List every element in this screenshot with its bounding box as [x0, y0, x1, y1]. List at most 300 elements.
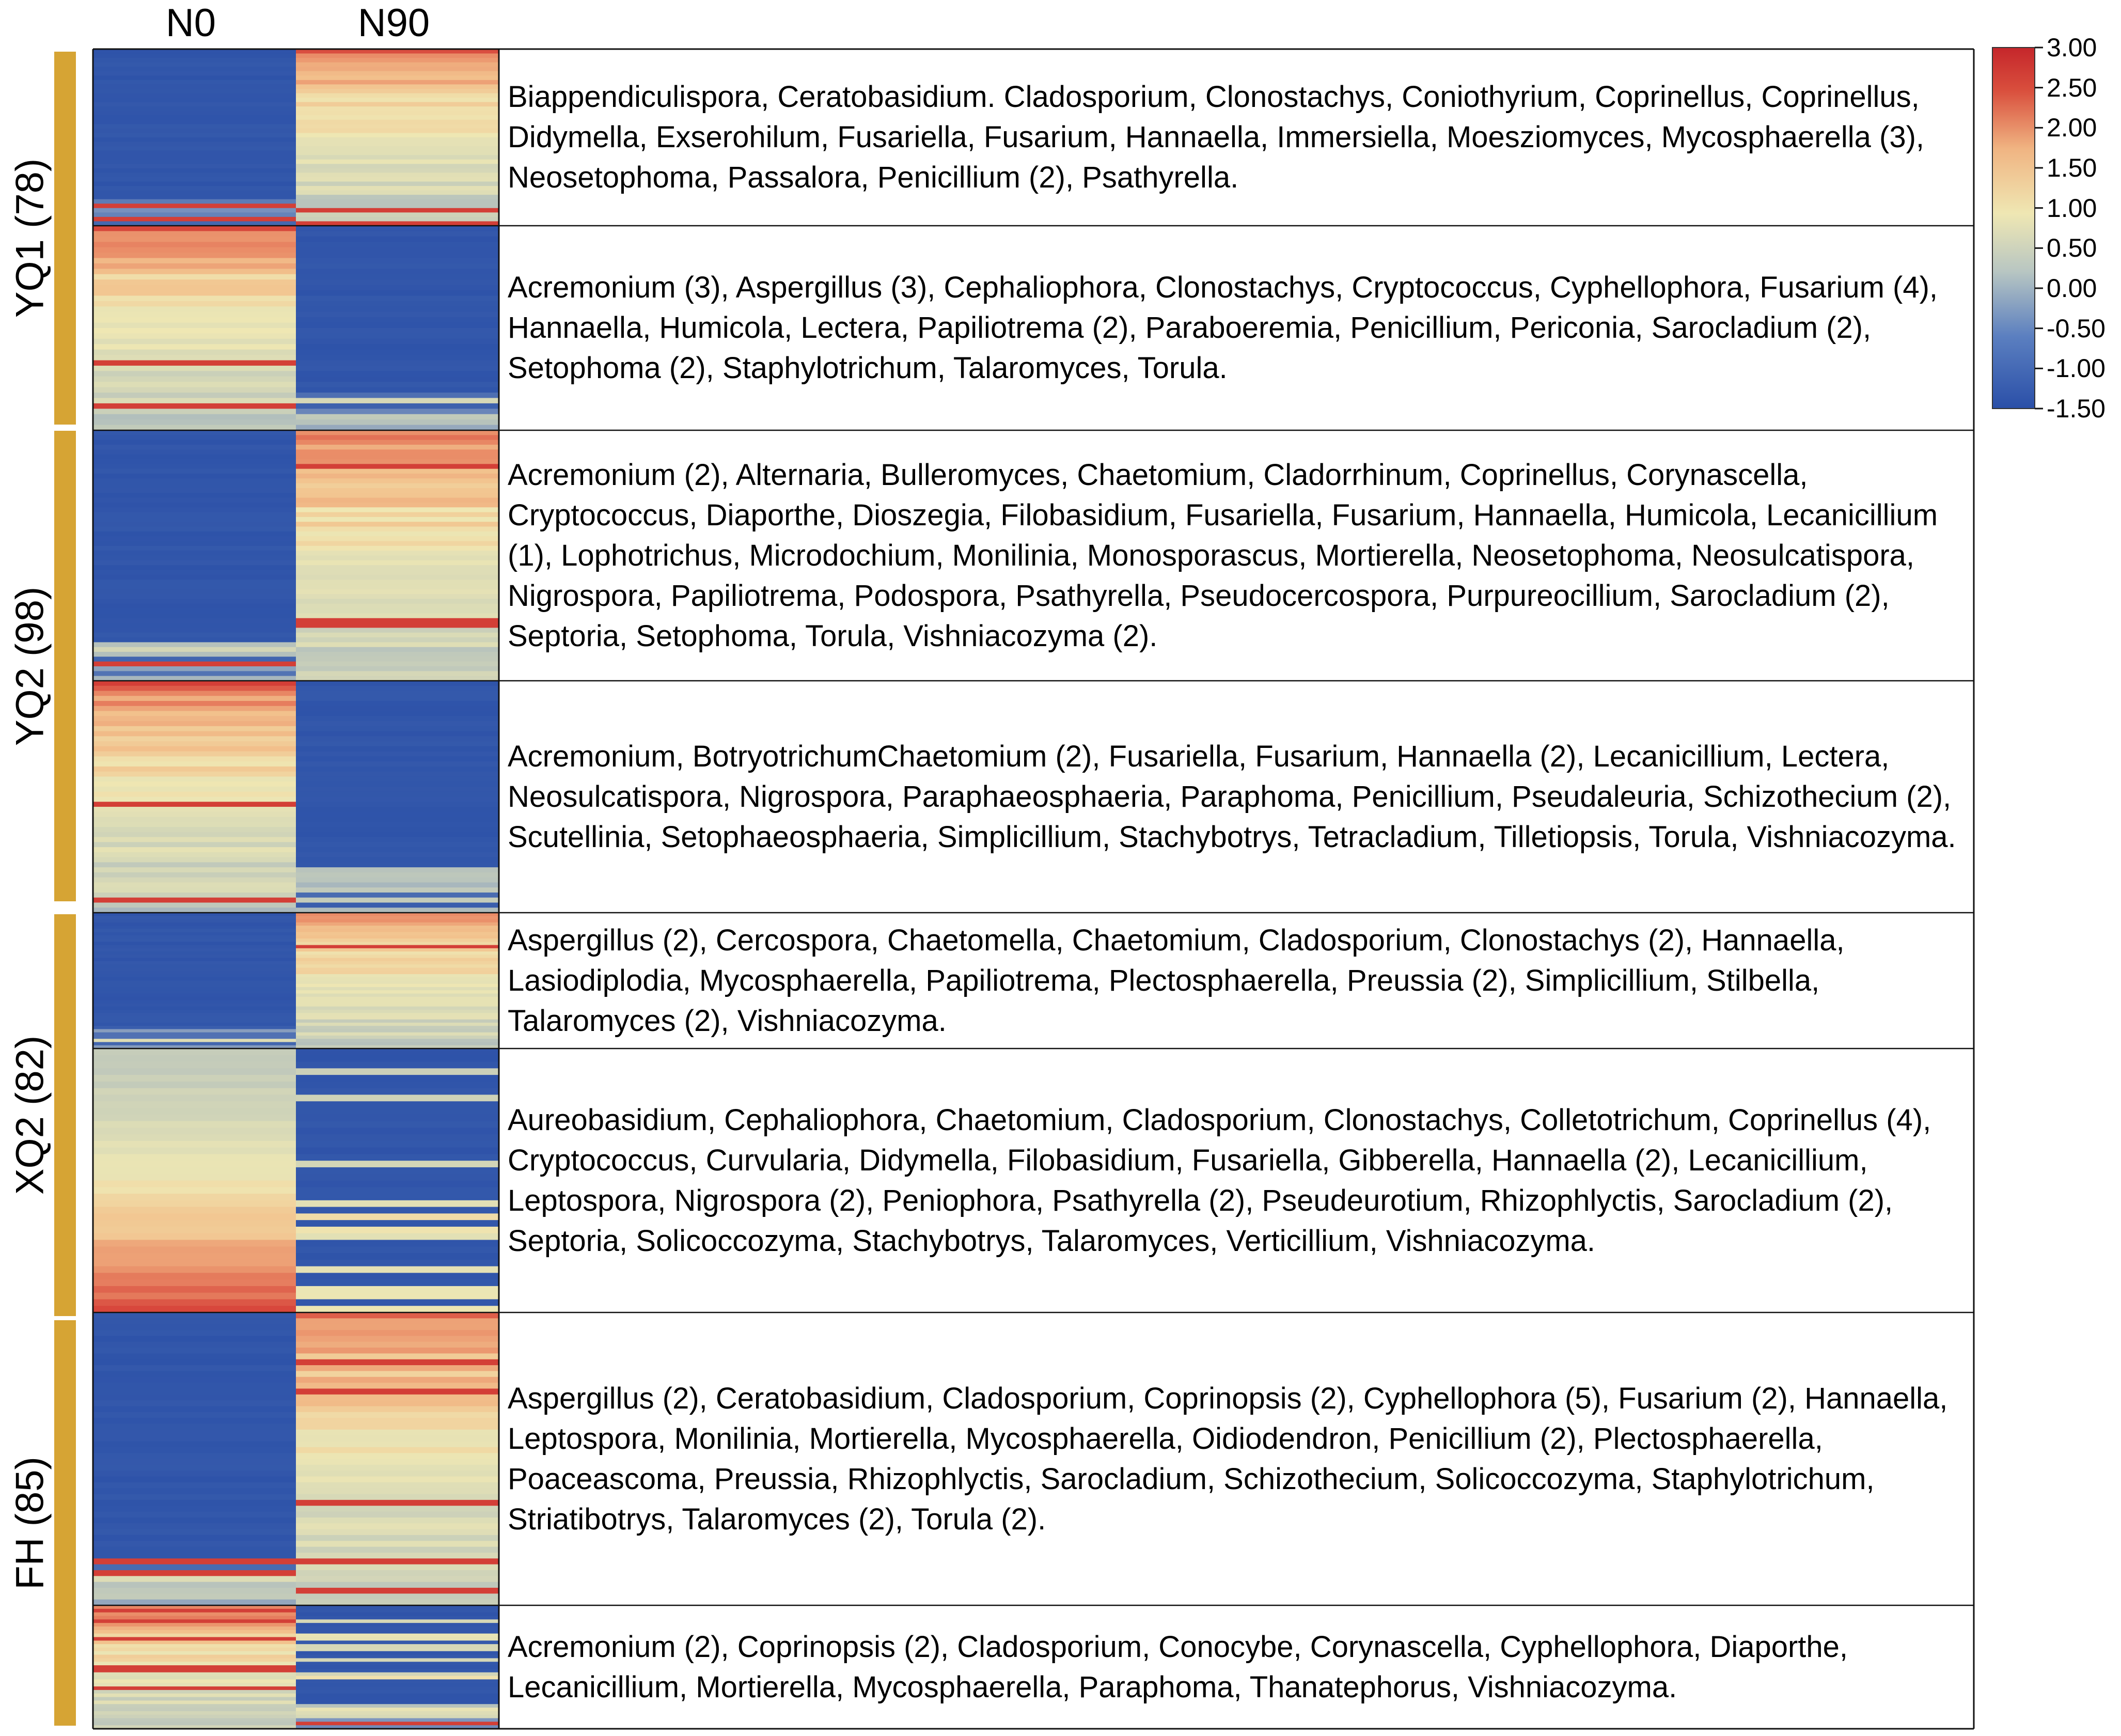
heatmap-cell-yq1-b0-r31-n0 — [93, 186, 296, 191]
heatmap-cell-yq2-b0-r22-n0 — [93, 536, 296, 541]
heatmap-cell-yq2-b0-r21-n90 — [296, 531, 499, 537]
heatmap-cell-yq1-b1-r19-n90 — [296, 328, 499, 334]
heatmap-cell-fh-b0-r13-n0 — [93, 1388, 296, 1395]
heatmap-cell-xq2-b0-r1-n90 — [296, 916, 499, 919]
heatmap-cell-yq2-b1-r26-n90 — [296, 812, 499, 817]
heatmap-cell-yq2-b1-r39-n90 — [296, 878, 499, 883]
heatmap-cell-fh-b0-r6-n0 — [93, 1348, 296, 1354]
heatmap-cell-xq2-b0-r20-n90 — [296, 977, 499, 981]
heatmap-cell-xq2-b1-r6-n90 — [296, 1088, 499, 1095]
heatmap-cell-fh-b1-r25-n0 — [93, 1694, 296, 1697]
heatmap-cell-xq2-b1-r37-n90 — [296, 1293, 499, 1300]
heatmap-cell-yq2-b1-r24-n0 — [93, 802, 296, 807]
heatmap-cell-yq2-b0-r46-n0 — [93, 652, 296, 657]
heatmap-cell-fh-b1-r16-n0 — [93, 1662, 296, 1665]
heatmap-cell-yq1-b0-r2-n0 — [93, 58, 296, 62]
heatmap-cell-yq1-b0-r19-n90 — [296, 133, 499, 137]
heatmap-cell-fh-b1-r18-n0 — [93, 1669, 296, 1672]
heatmap-cell-yq2-b0-r47-n90 — [296, 656, 499, 662]
heatmap-cell-yq1-b1-r6-n90 — [296, 258, 499, 264]
heatmap-cell-yq1-b0-r19-n0 — [93, 133, 296, 137]
genera-list-yq1-n90-enriched: Biappendiculispora, Ceratobasidium. Cladosporium, Clonostachys, Coniothyrium, Coprinellus, Coprinellus, Didymella, Exserohilum, Fusariella, Fusarium, Hannaella, Immersiella, Moesziomyces, Mycosphaerella (3), Neosetophoma, Passalora, Penicillium (2), Psathyrella. — [508, 80, 1925, 194]
heatmap-cell-yq1-b0-r22-n0 — [93, 146, 296, 151]
heatmap-cell-yq1-b0-r38-n0 — [93, 217, 296, 222]
heatmap-cell-fh-b0-r46-n0 — [93, 1582, 296, 1588]
heatmap-cell-yq1-b1-r22-n0 — [93, 344, 296, 350]
heatmap-cell-fh-b0-r17-n90 — [296, 1412, 499, 1418]
heatmap-cell-yq1-b0-r23-n90 — [296, 151, 499, 155]
heatmap-cell-xq2-b0-r38-n0 — [93, 1036, 296, 1039]
heatmap-cell-fh-b0-r25-n0 — [93, 1459, 296, 1465]
heatmap-cell-fh-b1-r30-n90 — [296, 1711, 499, 1715]
heatmap-cell-yq1-b1-r26-n0 — [93, 366, 296, 371]
heatmap-cell-yq1-b0-r4-n90 — [296, 67, 499, 71]
heatmap-cell-yq2-b1-r18-n90 — [296, 772, 499, 777]
heatmap-cell-xq2-b1-r39-n90 — [296, 1306, 499, 1312]
heatmap-cell-yq1-b1-r16-n90 — [296, 312, 499, 318]
heatmap-cell-fh-b1-r13-n90 — [296, 1651, 499, 1655]
heatmap-cell-fh-b1-r27-n90 — [296, 1700, 499, 1704]
heatmap-cell-fh-b0-r29-n0 — [93, 1482, 296, 1489]
heatmap-cell-yq1-b0-r20-n0 — [93, 137, 296, 142]
heatmap-cell-yq1-b0-r25-n90 — [296, 160, 499, 164]
heatmap-cell-fh-b0-r24-n90 — [296, 1453, 499, 1459]
heatmap-cell-fh-b0-r24-n0 — [93, 1453, 296, 1459]
heatmap-cell-yq2-b0-r20-n90 — [296, 527, 499, 532]
heatmap-cell-yq1-b1-r30-n0 — [93, 387, 296, 393]
heatmap-cell-xq2-b1-r39-n0 — [93, 1306, 296, 1312]
heatmap-cell-fh-b0-r31-n0 — [93, 1494, 296, 1500]
heatmap-cell-yq2-b0-r42-n90 — [296, 633, 499, 638]
heatmap-cell-xq2-b1-r12-n90 — [296, 1128, 499, 1134]
heatmap-cell-fh-b1-r2-n0 — [93, 1613, 296, 1616]
heatmap-cell-yq1-b1-r29-n90 — [296, 382, 499, 387]
heatmap-cell-yq2-b0-r6-n0 — [93, 459, 296, 464]
heatmap-cell-xq2-b0-r40-n0 — [93, 1042, 296, 1045]
heatmap-cell-fh-b0-r28-n0 — [93, 1477, 296, 1483]
heatmap-cell-yq2-b0-r24-n0 — [93, 546, 296, 551]
heatmap-cell-yq2-b0-r36-n90 — [296, 604, 499, 609]
genera-list-yq1-n0-enriched: Acremonium (3), Aspergillus (3), Cephaliophora, Clonostachys, Cryptococcus, Cyphellophora, Fusarium (4), Hannaella, Humicola, Lectera, Papiliotrema (2), Paraboeremia, Penicillium, Periconia, Sarocladium (2), Setophoma (2), Staphylotrichum, Talaromyces, Torula. — [508, 271, 1938, 385]
heatmap-cell-yq2-b1-r24-n90 — [296, 802, 499, 807]
heatmap-cell-yq1-b1-r30-n90 — [296, 387, 499, 393]
legend-ticks — [2035, 48, 2043, 409]
heatmap-cell-xq2-b1-r23-n90 — [296, 1200, 499, 1207]
heatmap-cell-fh-b0-r39-n90 — [296, 1541, 499, 1547]
heatmap-cell-xq2-b0-r15-n0 — [93, 961, 296, 965]
heatmap-cell-yq2-b1-r16-n90 — [296, 761, 499, 767]
heatmap-cell-yq2-b0-r44-n0 — [93, 642, 296, 647]
heatmap-cell-yq1-b1-r1-n90 — [296, 231, 499, 237]
heatmap-cell-yq2-b0-r8-n90 — [296, 469, 499, 474]
heatmap-cell-xq2-b0-r13-n90 — [296, 955, 499, 958]
heatmap-cell-yq2-b1-r5-n90 — [296, 706, 499, 711]
heatmap-cell-yq1-b0-r24-n90 — [296, 155, 499, 160]
heatmap-cell-yq2-b1-r43-n0 — [93, 898, 296, 903]
heatmap-cell-yq2-b0-r33-n90 — [296, 589, 499, 595]
heatmap-cell-yq2-b0-r35-n90 — [296, 599, 499, 604]
heatmap-cell-fh-b1-r11-n0 — [93, 1644, 296, 1648]
heatmap-cell-yq2-b1-r26-n0 — [93, 812, 296, 817]
heatmap-cell-yq1-b1-r4-n0 — [93, 247, 296, 253]
heatmap-cell-fh-b0-r5-n90 — [296, 1342, 499, 1348]
heatmap-cell-yq2-b0-r17-n90 — [296, 512, 499, 518]
heatmap-cell-fh-b0-r5-n0 — [93, 1342, 296, 1348]
heatmap-cell-fh-b0-r18-n90 — [296, 1418, 499, 1424]
heatmap-cell-fh-b0-r47-n0 — [93, 1588, 296, 1594]
heatmap-cell-xq2-b1-r13-n0 — [93, 1134, 296, 1141]
heatmap-cell-fh-b1-r33-n0 — [93, 1722, 296, 1725]
heatmap-cell-fh-b0-r9-n0 — [93, 1365, 296, 1371]
heatmap-cell-yq2-b0-r4-n90 — [296, 449, 499, 455]
heatmap-cell-fh-b1-r12-n0 — [93, 1648, 296, 1651]
heatmap-cell-xq2-b1-r28-n90 — [296, 1233, 499, 1240]
group-bar-yq2 — [54, 431, 76, 901]
heatmap-cell-yq2-b1-r7-n0 — [93, 716, 296, 721]
heatmap-cell-yq2-b0-r49-n90 — [296, 666, 499, 671]
heatmap-cell-xq2-b1-r13-n90 — [296, 1134, 499, 1141]
heatmap-cell-fh-b1-r23-n90 — [296, 1686, 499, 1690]
heatmap-cell-fh-b1-r14-n90 — [296, 1655, 499, 1659]
heatmap-cell-fh-b0-r9-n90 — [296, 1365, 499, 1371]
heatmap-cell-yq1-b0-r10-n0 — [93, 93, 296, 98]
heatmap-cell-xq2-b1-r36-n90 — [296, 1286, 499, 1293]
heatmap-cell-xq2-b0-r3-n0 — [93, 922, 296, 926]
heatmap-cell-yq2-b1-r4-n90 — [296, 701, 499, 706]
heatmap-cell-yq2-b0-r32-n0 — [93, 584, 296, 589]
heatmap-cell-yq1-b1-r25-n90 — [296, 361, 499, 366]
heatmap-cell-fh-b0-r0-n0 — [93, 1312, 296, 1319]
heatmap-cell-yq2-b0-r45-n0 — [93, 647, 296, 652]
heatmap-cell-fh-b0-r48-n90 — [296, 1593, 499, 1600]
heatmap-cell-fh-b0-r13-n90 — [296, 1388, 499, 1395]
heatmap-cell-xq2-b0-r23-n0 — [93, 987, 296, 991]
heatmap-cell-xq2-b1-r9-n90 — [296, 1108, 499, 1115]
heatmap-cell-fh-b0-r2-n90 — [296, 1324, 499, 1331]
heatmap-cell-yq2-b0-r38-n90 — [296, 613, 499, 618]
heatmap-cell-fh-b1-r26-n0 — [93, 1697, 296, 1701]
heatmap-cell-xq2-b1-r20-n0 — [93, 1181, 296, 1187]
heatmap-cell-yq1-b1-r33-n90 — [296, 403, 499, 409]
heatmap-cell-yq1-b1-r11-n90 — [296, 285, 499, 291]
heatmap-cell-fh-b1-r30-n0 — [93, 1711, 296, 1715]
heatmap-cell-yq2-b1-r36-n90 — [296, 862, 499, 867]
heatmap-cell-xq2-b1-r24-n0 — [93, 1207, 296, 1214]
heatmap-cell-xq2-b0-r4-n0 — [93, 926, 296, 929]
heatmap-cell-fh-b0-r35-n90 — [296, 1518, 499, 1524]
heatmap-cell-xq2-b0-r34-n90 — [296, 1023, 499, 1026]
heatmap-cell-fh-b0-r23-n0 — [93, 1447, 296, 1453]
heatmap-cell-fh-b0-r46-n90 — [296, 1582, 499, 1588]
heatmap-cell-yq1-b0-r1-n90 — [296, 54, 499, 58]
heatmap-cell-fh-b1-r11-n90 — [296, 1644, 499, 1648]
heatmap-cell-yq2-b0-r39-n90 — [296, 618, 499, 623]
heatmap-cell-yq1-b0-r24-n0 — [93, 155, 296, 160]
heatmap-cell-yq1-b0-r7-n90 — [296, 80, 499, 85]
heatmap-cell-fh-b1-r9-n90 — [296, 1637, 499, 1640]
heatmap-cell-yq2-b0-r45-n90 — [296, 647, 499, 652]
heatmap-cell-fh-b0-r37-n0 — [93, 1529, 296, 1536]
heatmap-cell-yq2-b0-r13-n90 — [296, 493, 499, 498]
heatmap-cell-fh-b0-r42-n90 — [296, 1558, 499, 1565]
heatmap-cell-yq2-b0-r12-n90 — [296, 488, 499, 493]
heatmap-cell-yq1-b1-r31-n90 — [296, 393, 499, 398]
heatmap-cell-fh-b0-r19-n90 — [296, 1424, 499, 1430]
heatmap-cell-xq2-b1-r32-n90 — [296, 1260, 499, 1266]
heatmap-cell-yq2-b1-r22-n0 — [93, 792, 296, 797]
heatmap-cell-xq2-b0-r33-n90 — [296, 1020, 499, 1023]
heatmap-cell-fh-b0-r4-n90 — [296, 1336, 499, 1342]
heatmap-cell-xq2-b1-r3-n0 — [93, 1068, 296, 1075]
heatmap-cell-yq2-b0-r0-n90 — [296, 430, 499, 435]
heatmap-cell-fh-b0-r36-n90 — [296, 1523, 499, 1529]
heatmap-cell-fh-b1-r22-n0 — [93, 1683, 296, 1686]
heatmap-cell-xq2-b1-r12-n0 — [93, 1128, 296, 1134]
heatmap-cell-xq2-b0-r31-n0 — [93, 1013, 296, 1016]
heatmap-cell-fh-b0-r2-n0 — [93, 1324, 296, 1331]
heatmap-cell-yq1-b0-r15-n0 — [93, 115, 296, 120]
heatmap-cell-yq1-b0-r34-n90 — [296, 199, 499, 204]
heatmap-cell-yq2-b1-r34-n90 — [296, 852, 499, 857]
heatmap-cell-yq2-b1-r41-n90 — [296, 887, 499, 893]
heatmap-cell-fh-b0-r8-n90 — [296, 1359, 499, 1366]
heatmap-cell-xq2-b0-r36-n0 — [93, 1029, 296, 1033]
heatmap-cell-yq1-b0-r16-n0 — [93, 120, 296, 124]
heatmap-cell-yq1-b1-r28-n0 — [93, 377, 296, 382]
heatmap-cell-yq2-b1-r13-n90 — [296, 746, 499, 752]
heatmap-cell-yq2-b1-r6-n90 — [296, 711, 499, 716]
heatmap-cell-fh-b0-r14-n0 — [93, 1395, 296, 1401]
heatmap-cell-fh-b0-r25-n90 — [296, 1459, 499, 1465]
heatmap-cell-yq1-b1-r7-n0 — [93, 263, 296, 269]
heatmap-cell-xq2-b0-r11-n0 — [93, 948, 296, 952]
heatmap-cell-fh-b1-r28-n0 — [93, 1704, 296, 1708]
heatmap-cell-yq2-b1-r32-n90 — [296, 842, 499, 847]
heatmap-cell-fh-b0-r10-n0 — [93, 1371, 296, 1377]
heatmap-cell-xq2-b1-r22-n90 — [296, 1194, 499, 1200]
heatmap-cell-yq2-b1-r12-n90 — [296, 741, 499, 746]
heatmap-cell-yq2-b1-r44-n0 — [93, 902, 296, 908]
heatmap-cell-yq1-b0-r25-n0 — [93, 160, 296, 164]
heatmap-cell-yq1-b1-r14-n0 — [93, 301, 296, 307]
heatmap-cell-fh-b1-r21-n90 — [296, 1679, 499, 1683]
heatmap-cell-yq1-b0-r3-n90 — [296, 62, 499, 67]
heatmap-cell-fh-b0-r29-n90 — [296, 1482, 499, 1489]
heatmap-cell-yq2-b0-r47-n0 — [93, 656, 296, 662]
heatmap-cell-yq1-b0-r29-n0 — [93, 177, 296, 182]
heatmap-cell-fh-b1-r15-n0 — [93, 1658, 296, 1662]
heatmap-cell-xq2-b0-r3-n90 — [296, 922, 499, 926]
heatmap-cell-xq2-b0-r9-n90 — [296, 942, 499, 945]
heatmap-cell-yq2-b1-r9-n0 — [93, 726, 296, 731]
heatmap-cell-fh-b1-r3-n0 — [93, 1616, 296, 1619]
heatmap-cell-yq2-b0-r18-n0 — [93, 517, 296, 522]
heatmap-cell-yq2-b0-r16-n0 — [93, 507, 296, 512]
heatmap-cell-xq2-b0-r16-n0 — [93, 964, 296, 968]
heatmap-cell-xq2-b0-r30-n0 — [93, 1010, 296, 1013]
heatmap-cell-yq1-b1-r19-n0 — [93, 328, 296, 334]
heatmap-cell-fh-b1-r8-n90 — [296, 1634, 499, 1637]
legend-tick-label-3: 1.50 — [2047, 153, 2097, 182]
heatmap-cell-fh-b0-r0-n90 — [296, 1312, 499, 1319]
heatmap-cell-xq2-b1-r9-n0 — [93, 1108, 296, 1115]
heatmap-cell-fh-b0-r32-n0 — [93, 1500, 296, 1506]
legend-tick-label-2: 2.00 — [2047, 113, 2097, 143]
heatmap-cell-yq1-b1-r17-n90 — [296, 317, 499, 323]
heatmap-cell-fh-b1-r31-n90 — [296, 1715, 499, 1718]
heatmap-cell-yq2-b1-r34-n0 — [93, 852, 296, 857]
heatmap-cell-yq1-b0-r11-n0 — [93, 98, 296, 102]
heatmap-cell-yq2-b0-r39-n0 — [93, 618, 296, 623]
heatmap-cell-xq2-b1-r29-n0 — [93, 1240, 296, 1246]
heatmap-cell-yq2-b1-r10-n90 — [296, 731, 499, 737]
heatmap-cell-yq1-b0-r11-n90 — [296, 98, 499, 102]
heatmap-cell-fh-b1-r19-n0 — [93, 1672, 296, 1676]
heatmap-cell-yq2-b1-r0-n90 — [296, 681, 499, 686]
heatmap-cell-xq2-b0-r16-n90 — [296, 964, 499, 968]
heatmap-cell-fh-b0-r3-n0 — [93, 1330, 296, 1336]
heatmap-cell-fh-b1-r32-n0 — [93, 1718, 296, 1722]
heatmap-cell-yq2-b0-r35-n0 — [93, 599, 296, 604]
heatmap-cell-yq2-b1-r39-n0 — [93, 878, 296, 883]
heatmap-cell-fh-b1-r29-n0 — [93, 1708, 296, 1711]
heatmap-cell-yq1-b1-r2-n90 — [296, 237, 499, 242]
heatmap-cell-fh-b0-r20-n0 — [93, 1430, 296, 1436]
heatmap-cell-yq2-b1-r23-n90 — [296, 797, 499, 802]
heatmap-cell-yq1-b0-r18-n90 — [296, 129, 499, 133]
heatmap-cell-yq1-b0-r9-n0 — [93, 89, 296, 93]
heatmap-cell-yq1-b1-r21-n0 — [93, 339, 296, 345]
heatmap-cell-fh-b0-r39-n0 — [93, 1541, 296, 1547]
heatmap-cell-fh-b0-r34-n90 — [296, 1512, 499, 1518]
heatmap-cell-yq2-b1-r3-n90 — [296, 696, 499, 701]
heatmap-cell-yq2-b1-r44-n90 — [296, 902, 499, 908]
heatmap-cell-fh-b0-r11-n90 — [296, 1377, 499, 1383]
column-header-n90: N90 — [357, 1, 430, 45]
heatmap-cell-yq1-b1-r2-n0 — [93, 237, 296, 242]
heatmap-cell-yq2-b1-r31-n0 — [93, 837, 296, 842]
heatmap-cell-fh-b0-r31-n90 — [296, 1494, 499, 1500]
heatmap-cell-xq2-b0-r25-n90 — [296, 994, 499, 997]
heatmap-cell-yq2-b1-r23-n0 — [93, 797, 296, 802]
heatmap-cell-yq1-b0-r32-n0 — [93, 191, 296, 195]
heatmap-cell-yq2-b0-r49-n0 — [93, 666, 296, 671]
heatmap-cell-yq2-b0-r43-n0 — [93, 637, 296, 643]
heatmap-cell-xq2-b1-r20-n90 — [296, 1181, 499, 1187]
heatmap-cell-yq1-b1-r8-n90 — [296, 269, 499, 274]
heatmap-cell-fh-b0-r45-n0 — [93, 1576, 296, 1582]
heatmap-cell-yq1-b0-r36-n0 — [93, 208, 296, 213]
heatmap-cell-yq1-b0-r9-n90 — [296, 89, 499, 93]
heatmap-cell-yq2-b0-r15-n0 — [93, 503, 296, 508]
heatmap-cell-fh-b1-r14-n0 — [93, 1655, 296, 1659]
heatmap-cell-xq2-b0-r24-n0 — [93, 990, 296, 994]
heatmap-cell-xq2-b1-r19-n0 — [93, 1174, 296, 1181]
heatmap-cell-yq2-b0-r44-n90 — [296, 642, 499, 647]
heatmap-cell-xq2-b0-r2-n0 — [93, 919, 296, 923]
heatmap-cell-fh-b1-r10-n90 — [296, 1640, 499, 1644]
heatmap-cell-yq2-b0-r18-n90 — [296, 517, 499, 522]
heatmap-cell-yq2-b1-r25-n90 — [296, 807, 499, 812]
heatmap-cell-yq1-b0-r26-n90 — [296, 164, 499, 168]
heatmap-cell-fh-b1-r27-n0 — [93, 1700, 296, 1704]
heatmap-cell-xq2-b1-r36-n0 — [93, 1286, 296, 1293]
heatmap-cell-yq2-b0-r41-n0 — [93, 628, 296, 633]
heatmap-cell-fh-b1-r4-n0 — [93, 1619, 296, 1623]
heatmap-cell-yq2-b1-r19-n0 — [93, 776, 296, 781]
heatmap-cell-fh-b0-r26-n90 — [296, 1465, 499, 1471]
heatmap-cell-yq1-b0-r28-n90 — [296, 173, 499, 177]
heatmap-cell-yq2-b0-r43-n90 — [296, 637, 499, 643]
heatmap-cell-yq2-b0-r26-n0 — [93, 556, 296, 561]
heatmap-cell-yq1-b0-r13-n0 — [93, 106, 296, 111]
heatmap-cell-xq2-b1-r3-n90 — [296, 1068, 499, 1075]
heatmap-cell-yq1-b1-r24-n90 — [296, 355, 499, 361]
heatmap-cell-fh-b0-r34-n0 — [93, 1512, 296, 1518]
heatmap-cell-yq1-b0-r26-n0 — [93, 164, 296, 168]
heatmap-cell-yq2-b0-r40-n0 — [93, 623, 296, 628]
heatmap-cell-yq1-b0-r37-n0 — [93, 212, 296, 217]
heatmap-cell-yq1-b0-r31-n90 — [296, 186, 499, 191]
heatmap-cell-xq2-b1-r21-n90 — [296, 1187, 499, 1194]
heatmap-cell-yq1-b1-r25-n0 — [93, 361, 296, 366]
heatmap-cell-xq2-b1-r17-n90 — [296, 1161, 499, 1167]
heatmap-cell-yq1-b0-r30-n0 — [93, 182, 296, 186]
legend-tick-label-8: -1.00 — [2047, 354, 2106, 383]
heatmap-cell-yq2-b0-r7-n0 — [93, 464, 296, 469]
heatmap-cell-yq2-b1-r27-n0 — [93, 817, 296, 822]
heatmap-cell-fh-b0-r15-n0 — [93, 1400, 296, 1406]
heatmap-cell-xq2-b1-r15-n90 — [296, 1148, 499, 1154]
heatmap-cell-xq2-b0-r38-n90 — [296, 1036, 499, 1039]
heatmap-cell-fh-b0-r17-n0 — [93, 1412, 296, 1418]
heatmap-cell-yq2-b0-r27-n0 — [93, 560, 296, 566]
heatmap-cell-yq1-b1-r4-n90 — [296, 247, 499, 253]
heatmap-cell-yq1-b0-r1-n0 — [93, 54, 296, 58]
heatmap-cell-xq2-b1-r34-n90 — [296, 1273, 499, 1279]
heatmap-cell-yq2-b1-r1-n90 — [296, 686, 499, 691]
heatmap-cell-xq2-b0-r32-n0 — [93, 1016, 296, 1020]
heatmap-cell-yq1-b1-r34-n0 — [93, 409, 296, 414]
heatmap-cell-fh-b0-r43-n90 — [296, 1565, 499, 1571]
heatmap-cell-xq2-b0-r19-n0 — [93, 974, 296, 978]
heatmap-cell-xq2-b0-r37-n90 — [296, 1033, 499, 1036]
heatmap-cell-yq2-b1-r43-n90 — [296, 898, 499, 903]
heatmap-cell-yq1-b1-r15-n0 — [93, 306, 296, 312]
heatmap-cell-fh-b1-r13-n0 — [93, 1651, 296, 1655]
heatmap-cell-yq2-b0-r29-n0 — [93, 570, 296, 575]
heatmap-cell-fh-b0-r37-n90 — [296, 1529, 499, 1536]
heatmap-cell-xq2-b0-r34-n0 — [93, 1023, 296, 1026]
heatmap-cell-fh-b1-r12-n90 — [296, 1648, 499, 1651]
heatmap-cell-fh-b1-r1-n0 — [93, 1609, 296, 1613]
heatmap-cell-yq1-b1-r36-n90 — [296, 419, 499, 425]
heatmap-cell-yq1-b1-r16-n0 — [93, 312, 296, 318]
heatmap-cell-xq2-b1-r29-n90 — [296, 1240, 499, 1246]
heatmap-cell-yq1-b0-r14-n90 — [296, 111, 499, 116]
heatmap-cell-xq2-b0-r6-n90 — [296, 932, 499, 936]
heatmap-cell-xq2-b0-r5-n0 — [93, 929, 296, 932]
heatmap-cell-fh-b1-r29-n90 — [296, 1708, 499, 1711]
heatmap-cell-xq2-b1-r33-n90 — [296, 1266, 499, 1273]
heatmap-cell-xq2-b1-r6-n0 — [93, 1088, 296, 1095]
heatmap-cell-xq2-b0-r5-n90 — [296, 929, 499, 932]
heatmap-cell-yq2-b1-r20-n90 — [296, 781, 499, 787]
heatmap-cell-fh-b0-r14-n90 — [296, 1395, 499, 1401]
heatmap-cell-xq2-b1-r0-n90 — [296, 1049, 499, 1055]
heatmap-cell-xq2-b0-r28-n0 — [93, 1003, 296, 1007]
heatmap-cell-yq1-b0-r35-n0 — [93, 204, 296, 208]
